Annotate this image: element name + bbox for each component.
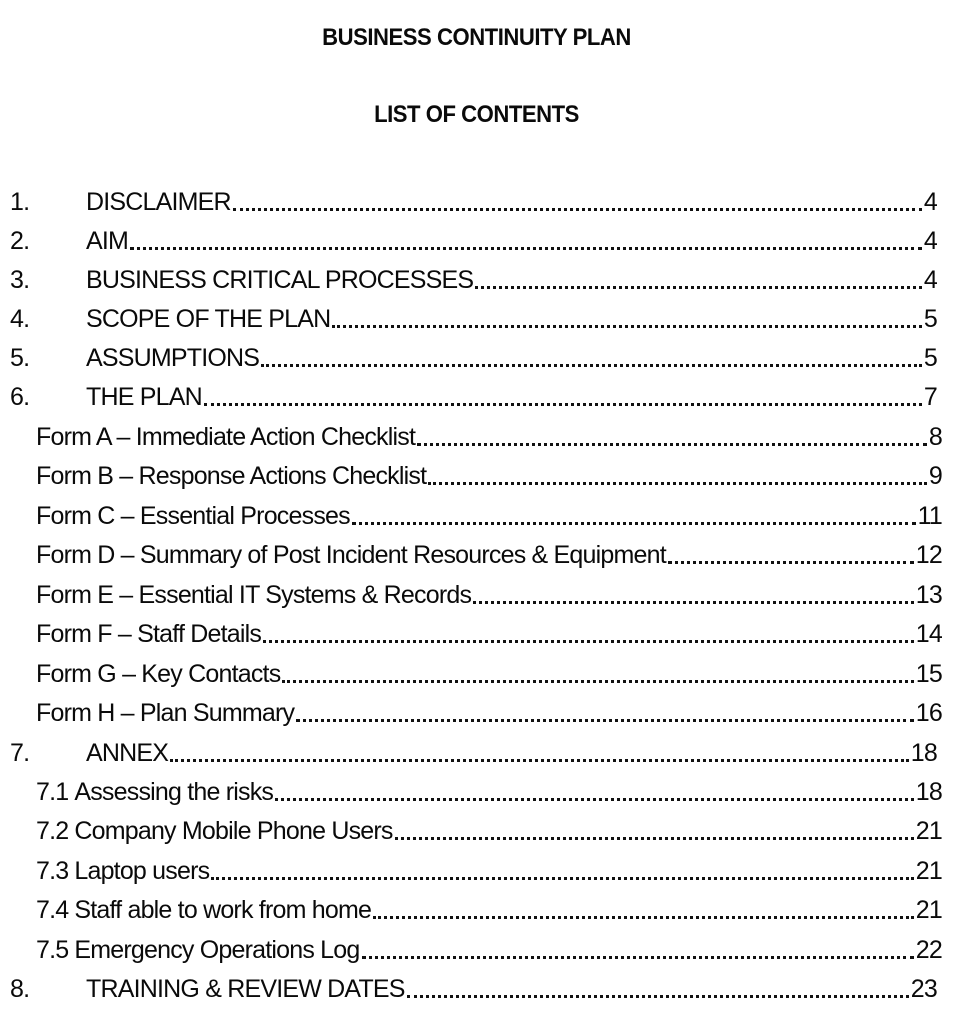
- toc-entry[interactable]: [10, 264, 937, 296]
- toc-entry-label: SCOPE OF THE PLAN: [86, 305, 331, 333]
- toc-entry[interactable]: [36, 855, 942, 887]
- toc-entry-number: 7.2: [36, 817, 69, 845]
- toc-entry-label: Form H – Plan Summary: [36, 699, 295, 727]
- toc-entry-number: 5.: [10, 344, 30, 372]
- toc-entry-label: Form A – Immediate Action Checklist: [36, 423, 416, 451]
- toc-entry-page-number: 5: [923, 344, 937, 372]
- toc-entry-number: 4.: [10, 305, 30, 333]
- dot-leader: [233, 208, 922, 211]
- toc-entry-label: BUSINESS CRITICAL PROCESSES: [86, 266, 474, 294]
- toc-entry-label: Company Mobile Phone Users: [74, 817, 393, 845]
- toc-entry-page-number: 18: [915, 778, 942, 806]
- toc-entry[interactable]: [10, 225, 937, 257]
- dot-leader: [275, 798, 914, 801]
- toc-entry-label: Form C – Essential Processes: [36, 502, 350, 530]
- toc-entry-number: 2.: [10, 227, 30, 255]
- dot-leader: [417, 443, 927, 446]
- dot-leader: [407, 995, 909, 998]
- dot-leader: [362, 956, 914, 959]
- toc-entry-label: Emergency Operations Log: [74, 936, 360, 964]
- dot-leader: [261, 364, 922, 367]
- toc-entry-number: 7.5: [36, 936, 69, 964]
- toc-entry[interactable]: [36, 658, 942, 690]
- toc-entry-label: THE PLAN: [86, 383, 202, 411]
- toc-entry-page-number: 5: [923, 305, 937, 333]
- toc-entry-page-number: 18: [910, 739, 937, 767]
- toc-entry[interactable]: [10, 973, 937, 1005]
- toc-entry[interactable]: [36, 815, 942, 847]
- toc-entry-page-number: 7: [923, 383, 937, 411]
- toc-entry-page-number: 9: [928, 462, 942, 490]
- toc-entry-label: Form F – Staff Details: [36, 620, 262, 648]
- document-subtitle: LIST OF CONTENTS: [374, 101, 579, 128]
- toc-entry[interactable]: [36, 421, 942, 453]
- toc-entry-page-number: 11: [917, 502, 942, 530]
- toc-entry-page-number: 21: [915, 857, 942, 885]
- toc-entry-label: TRAINING & REVIEW DATES: [86, 975, 405, 1003]
- toc-entry-page-number: 21: [915, 817, 942, 845]
- toc-entry-page-number: 4: [923, 188, 937, 216]
- toc-entry[interactable]: [36, 934, 942, 966]
- toc-entry-page-number: 23: [910, 975, 937, 1003]
- toc-entry-label: Form B – Response Actions Checklist: [36, 462, 427, 490]
- toc-entry[interactable]: [36, 697, 942, 729]
- toc-entry[interactable]: [36, 776, 942, 808]
- dot-leader: [282, 680, 913, 683]
- dot-leader: [668, 561, 914, 564]
- toc-entry-label: Staff able to work from home: [74, 896, 372, 924]
- toc-entry-number: 7.: [10, 739, 30, 767]
- toc-entry-number: 6.: [10, 383, 30, 411]
- toc-entry-number: 3.: [10, 266, 30, 294]
- toc-entry[interactable]: [10, 303, 937, 335]
- toc-entry[interactable]: [36, 894, 942, 926]
- toc-entry-number: 7.3: [36, 857, 69, 885]
- toc-entry-label: Form D – Summary of Post Incident Resources & Equipment: [36, 541, 666, 569]
- toc-entry[interactable]: [36, 579, 942, 611]
- toc-entry-number: 7.4: [36, 896, 69, 924]
- document-title: BUSINESS CONTINUITY PLAN: [322, 24, 631, 51]
- toc-entry-label: Form E – Essential IT Systems & Records: [36, 581, 472, 609]
- toc-entry-label: Form G – Key Contacts: [36, 660, 281, 688]
- dot-leader: [332, 325, 922, 328]
- toc-entry[interactable]: [10, 186, 937, 218]
- dot-leader: [211, 877, 913, 880]
- toc-entry-page-number: 4: [923, 266, 937, 294]
- dot-leader: [352, 522, 916, 525]
- toc-entry[interactable]: [36, 500, 942, 532]
- toc-entry[interactable]: [10, 381, 937, 413]
- toc-entry-label: ANNEX: [86, 739, 169, 767]
- dot-leader: [475, 286, 922, 289]
- toc-entry-label: AIM: [86, 227, 129, 255]
- toc-entry-number: 7.1: [36, 778, 69, 806]
- dot-leader: [395, 837, 914, 840]
- toc-entry-page-number: 14: [915, 620, 942, 648]
- toc-entry-number: 1.: [10, 188, 30, 216]
- toc-entry-page-number: 16: [915, 699, 942, 727]
- toc-entry-page-number: 4: [923, 227, 937, 255]
- toc-entry-page-number: 22: [915, 936, 942, 964]
- toc-entry[interactable]: [36, 618, 942, 650]
- toc-entry-number: 8.: [10, 975, 30, 1003]
- dot-leader: [373, 916, 914, 919]
- dot-leader: [296, 719, 914, 722]
- toc-entry-page-number: 13: [915, 581, 942, 609]
- dot-leader: [204, 403, 922, 406]
- dot-leader: [263, 640, 914, 643]
- toc-entry-label: ASSUMPTIONS: [86, 344, 260, 372]
- toc-entry-page-number: 12: [915, 541, 942, 569]
- dot-leader: [473, 601, 914, 604]
- toc-entry[interactable]: [36, 460, 942, 492]
- toc-entry-page-number: 8: [928, 423, 942, 451]
- toc-entry-page-number: 21: [915, 896, 942, 924]
- dot-leader: [428, 482, 927, 485]
- toc-entry[interactable]: [10, 737, 937, 769]
- toc-entry[interactable]: [10, 342, 937, 374]
- dot-leader: [130, 247, 922, 250]
- toc-entry-page-number: 15: [915, 660, 942, 688]
- toc-entry[interactable]: [36, 539, 942, 571]
- dot-leader: [170, 759, 909, 762]
- toc-entry-label: Laptop users: [74, 857, 210, 885]
- toc-entry-label: DISCLAIMER: [86, 188, 231, 216]
- toc-entry-label: Assessing the risks: [74, 778, 274, 806]
